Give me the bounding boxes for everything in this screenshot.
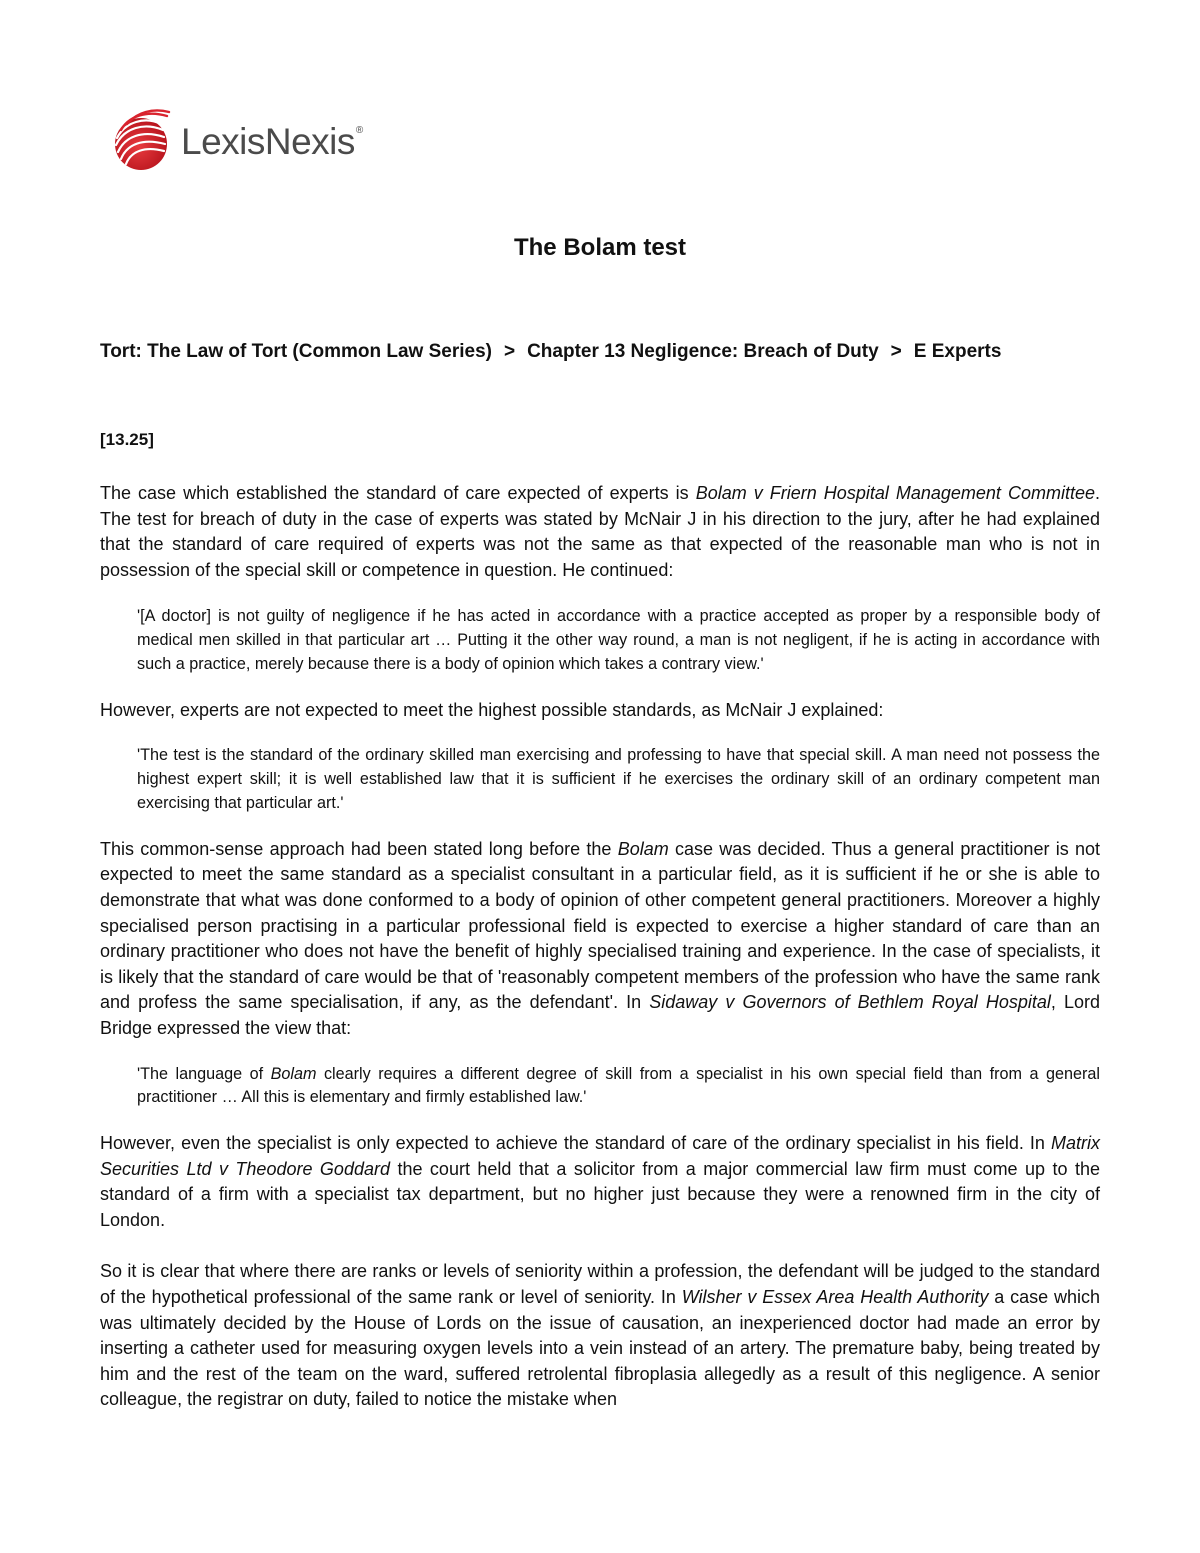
body-paragraph: So it is clear that where there are ranks or levels of seniority within a profession, the defendant will be judged to the standard of the hypothetical professional of the same rank or level of seniority. In Wilsher v Essex Area Health Authority a case which was ultimately decided by the House of Lords on the issue of causation, an inexperienced doctor had made an error by inserting a catheter used for measuring oxygen levels into a vein instead of an artery. The premature baby, being treated by him and the rest of the team on the ward, suffered retrolental fibroplasia allegedly as a result of this negligence. A senior colleague, the registrar on duty, failed to notice the mistake when [100, 1261, 1100, 1410]
brand-name: LexisNexis® [181, 121, 363, 162]
breadcrumb-item-section[interactable]: E Experts [913, 341, 1002, 362]
case-citation: Bolam [617, 838, 669, 859]
brand-logo [107, 108, 363, 172]
block-quote: 'The language of Bolam clearly requires a different degree of skill from a specialist in his own special field than from a general practitioner … All this is elementary and firmly established law.' [137, 1064, 1101, 1107]
block-quote: 'The test is the standard of the ordinary skilled man exercising and professing to have that special skill. A man need not possess the highest expert skill; it is well established law that it is sufficient if he exercises the ordinary skill of an ordinary competent man exercising that particular art.' [137, 746, 1100, 812]
body-paragraph: This common-sense approach had been stated long before the Bolam case was decided. Thus a general practitioner is not expected to meet the same standard as a specialist consultant in a particular field, as it is sufficient if he or she is able to demonstrate that what was done conformed to a body of opinion of other competent general practitioners. Moreover a highly specialised person practising in a particular professional field is expected to exercise a higher standard of care than an ordinary practitioner who does not have the benefit of highly specialised training and experience. In the case of specialists, it is likely that the standard of care would be that of 'reasonably competent members of the profession who have the same rank and profess the same specialisation, if any, as the defendant'. In Sidaway v Governors of Bethlem Royal Hospital, Lord Bridge expressed the view that: [100, 838, 1101, 1038]
document-body [100, 481, 1100, 1413]
body-paragraph: However, experts are not expected to meet the highest possible standards, as McNair J explained: [100, 699, 884, 720]
case-citation: Bolam v Friern Hospital Management Committee [695, 483, 1095, 503]
paragraph-number: [13.25] [100, 430, 154, 449]
breadcrumb [100, 337, 1100, 366]
body-paragraph: The case which established the standard of care expected of experts is Bolam v Friern Hospital Management Committee. The test for breach of duty in the case of experts was stated by McNair J in his direction to the jury, after he had explained that the standard of care required of experts was not the same as that expected of the reasonable man who is not in possession of the special skill or competence in question. He continued: [100, 483, 1100, 580]
breadcrumb-separator: > [890, 341, 902, 362]
lexisnexis-red-sphere-icon [107, 108, 171, 172]
block-quote: '[A doctor] is not guilty of negligence if he has acted in accordance with a practice accepted as proper by a responsible body of medical men skilled in that particular art … Putting it the other way round, a man is not negligent, if he is acting in accordance with such a practice, merely because there is a body of opinion which takes a contrary view.' [137, 607, 1100, 673]
document-title: The Bolam test [513, 234, 687, 261]
case-citation: Wilsher v Essex Area Health Authority [681, 1287, 989, 1308]
breadcrumb-item-chapter[interactable]: Chapter 13 Negligence: Breach of Duty [527, 341, 879, 362]
body-paragraph: However, even the specialist is only expected to achieve the standard of care of the ordinary specialist in his field. In Matrix Securities Ltd v Theodore Goddard the court held that a solicitor from a major commercial law firm must come up to the standard of a firm with a specialist tax department, but no higher just because they were a renowned firm in the city of London. [100, 1133, 1100, 1230]
breadcrumb-separator: > [503, 341, 516, 362]
case-citation: Matrix Securities Ltd v Theodore Goddard [100, 1133, 1100, 1179]
case-citation: Bolam [270, 1064, 317, 1083]
breadcrumb-item-book[interactable]: Tort: The Law of Tort (Common Law Series) [100, 341, 492, 362]
case-citation: Sidaway v Governors of Bethlem Royal Hospital [649, 992, 1051, 1013]
